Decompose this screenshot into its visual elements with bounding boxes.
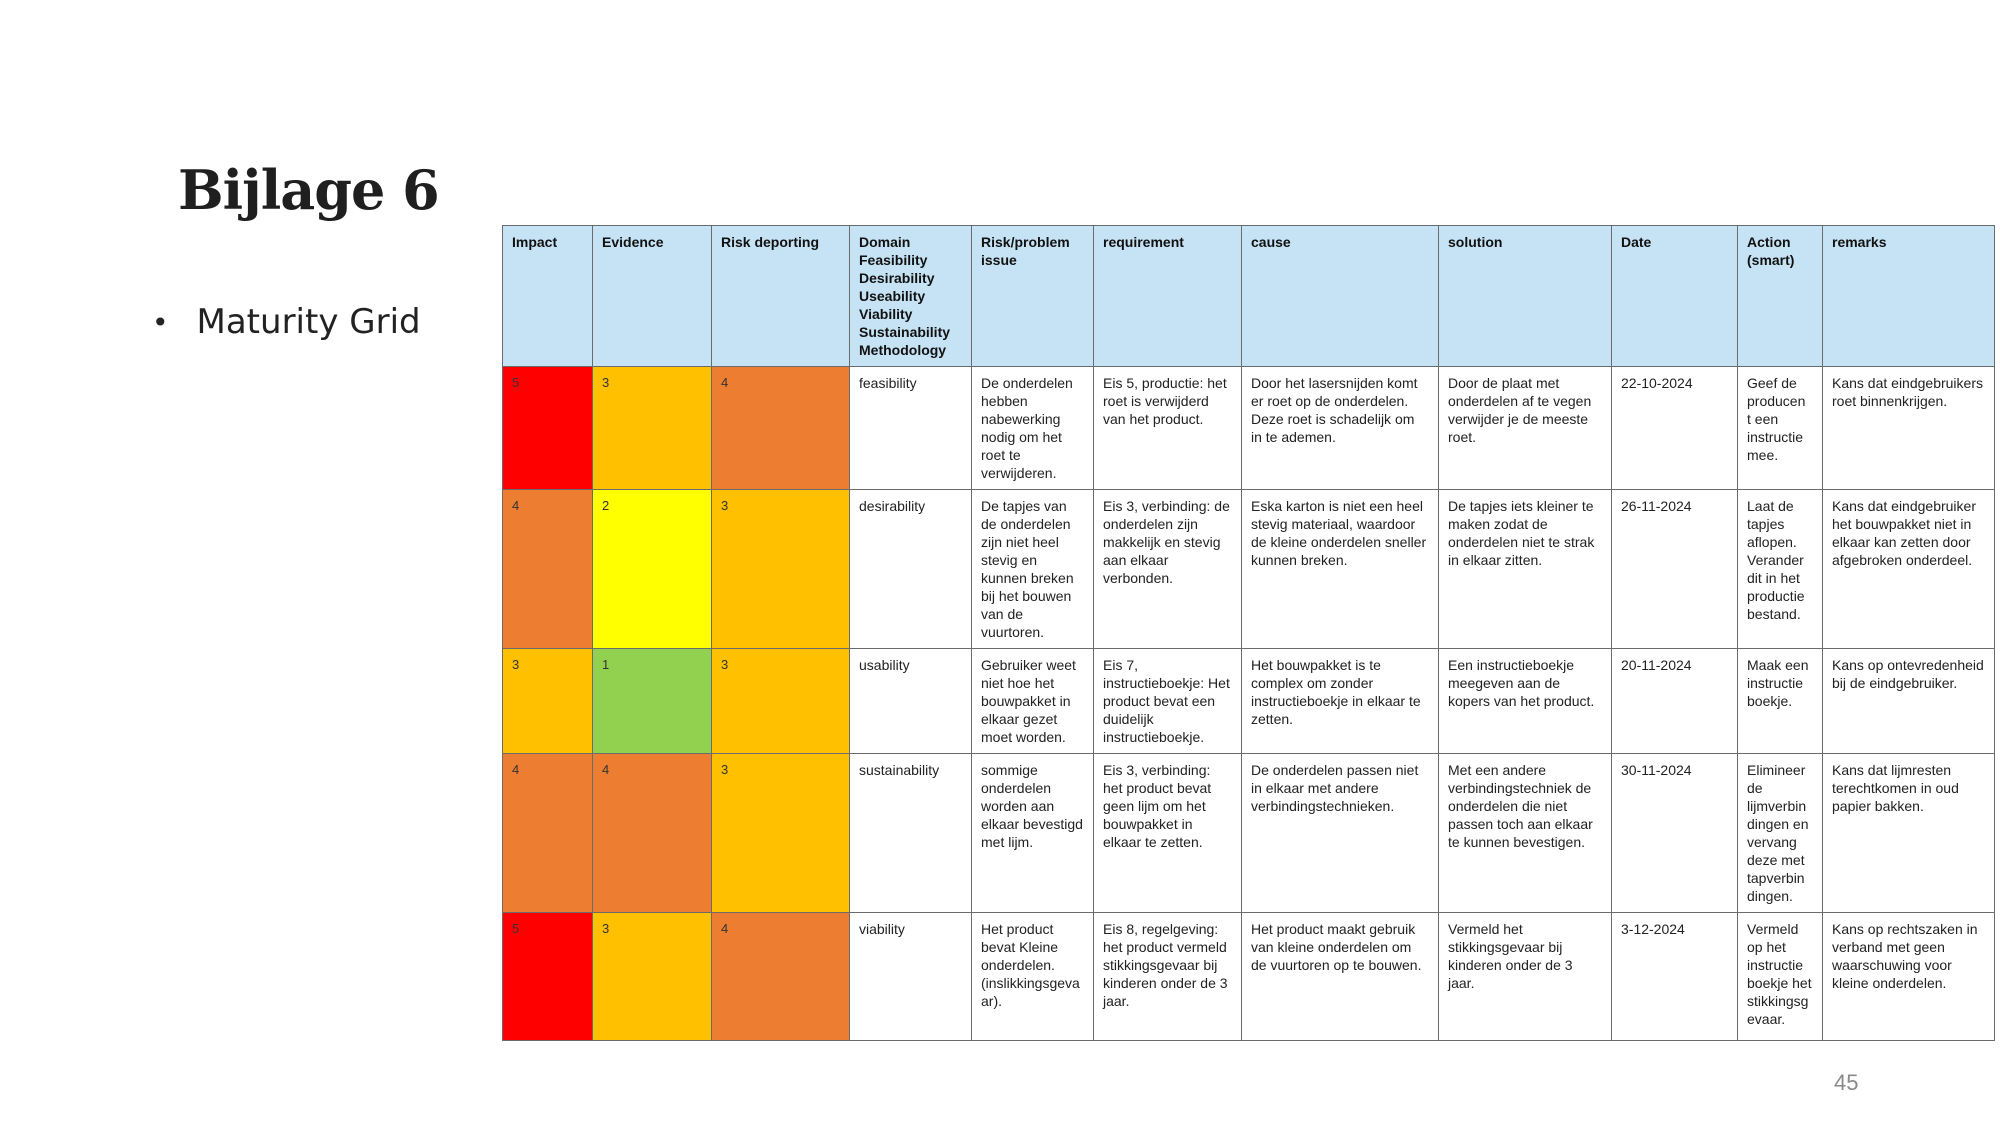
solution-cell: Vermeld het stikkingsgevaar bij kinderen onder de 3 jaar. bbox=[1439, 913, 1612, 1041]
action-cell: Laat de tapjes aflopen. Verander dit in het productie bestand. bbox=[1738, 490, 1823, 649]
requirement-cell: Eis 3, verbinding: de onderdelen zijn makkelijk en stevig aan elkaar verbonden. bbox=[1094, 490, 1242, 649]
maturity-grid-table bbox=[502, 225, 1995, 1041]
bullet-text: Maturity Grid bbox=[196, 302, 421, 342]
risk-cell: 3 bbox=[712, 754, 850, 913]
bullet-item bbox=[152, 302, 421, 342]
evidence-cell: 3 bbox=[593, 913, 712, 1041]
risk-cell: 3 bbox=[712, 490, 850, 649]
table-row bbox=[503, 649, 1995, 754]
domain-cell: usability bbox=[850, 649, 972, 754]
date-cell: 20-11-2024 bbox=[1612, 649, 1738, 754]
header-impact: Impact bbox=[503, 226, 593, 367]
table-row bbox=[503, 490, 1995, 649]
slide-title: Bijlage 6 bbox=[178, 158, 439, 222]
header-cause: cause bbox=[1242, 226, 1439, 367]
header-action: Action (smart) bbox=[1738, 226, 1823, 367]
impact-cell: 5 bbox=[503, 913, 593, 1041]
impact-cell: 5 bbox=[503, 367, 593, 490]
table-row bbox=[503, 754, 1995, 913]
cause-cell: Eska karton is niet een heel stevig materiaal, waardoor de kleine onderdelen sneller kunnen breken. bbox=[1242, 490, 1439, 649]
impact-cell: 4 bbox=[503, 490, 593, 649]
header-date: Date bbox=[1612, 226, 1738, 367]
action-cell: Elimineer de lijmverbin dingen en vervang deze met tapverbin dingen. bbox=[1738, 754, 1823, 913]
domain-cell: desirability bbox=[850, 490, 972, 649]
remarks-cell: Kans dat eindgebruiker het bouwpakket niet in elkaar kan zetten door afgebroken onderdeel. bbox=[1823, 490, 1995, 649]
requirement-cell: Eis 8, regelgeving: het product vermeld stikkingsgevaar bij kinderen onder de 3 jaar. bbox=[1094, 913, 1242, 1041]
remarks-cell: Kans op rechtszaken in verband met geen waarschuwing voor kleine onderdelen. bbox=[1823, 913, 1995, 1041]
remarks-cell: Kans op ontevredenheid bij de eindgebruiker. bbox=[1823, 649, 1995, 754]
issue-cell: sommige onderdelen worden aan elkaar bevestigd met lijm. bbox=[972, 754, 1094, 913]
risk-cell: 4 bbox=[712, 367, 850, 490]
risk-cell: 4 bbox=[712, 913, 850, 1041]
issue-cell: Gebruiker weet niet hoe het bouwpakket in elkaar gezet moet worden. bbox=[972, 649, 1094, 754]
evidence-cell: 4 bbox=[593, 754, 712, 913]
remarks-cell: Kans dat eindgebruikers roet binnenkrijgen. bbox=[1823, 367, 1995, 490]
bullet-dot-icon: • bbox=[152, 305, 169, 339]
header-risk-deporting: Risk deporting bbox=[712, 226, 850, 367]
issue-cell: De onderdelen hebben nabewerking nodig om het roet te verwijderen. bbox=[972, 367, 1094, 490]
table-row bbox=[503, 367, 1995, 490]
domain-cell: viability bbox=[850, 913, 972, 1041]
action-cell: Vermeld op het instructie boekje het stikkingsg evaar. bbox=[1738, 913, 1823, 1041]
domain-cell: sustainability bbox=[850, 754, 972, 913]
remarks-cell: Kans dat lijmresten terechtkomen in oud papier bakken. bbox=[1823, 754, 1995, 913]
bullet-list bbox=[152, 302, 421, 342]
action-cell: Geef de producen t een instructie mee. bbox=[1738, 367, 1823, 490]
header-requirement: requirement bbox=[1094, 226, 1242, 367]
date-cell: 22-10-2024 bbox=[1612, 367, 1738, 490]
cause-cell: De onderdelen passen niet in elkaar met andere verbindingstechnieken. bbox=[1242, 754, 1439, 913]
header-solution: solution bbox=[1439, 226, 1612, 367]
requirement-cell: Eis 3, verbinding: het product bevat geen lijm om het bouwpakket in elkaar te zetten. bbox=[1094, 754, 1242, 913]
issue-cell: Het product bevat Kleine onderdelen. (inslikkingsgeva ar). bbox=[972, 913, 1094, 1041]
impact-cell: 3 bbox=[503, 649, 593, 754]
header-evidence: Evidence bbox=[593, 226, 712, 367]
evidence-cell: 2 bbox=[593, 490, 712, 649]
date-cell: 30-11-2024 bbox=[1612, 754, 1738, 913]
requirement-cell: Eis 5, productie: het roet is verwijderd van het product. bbox=[1094, 367, 1242, 490]
issue-cell: De tapjes van de onderdelen zijn niet heel stevig en kunnen breken bij het bouwen van de vuurtoren. bbox=[972, 490, 1094, 649]
table-row bbox=[503, 913, 1995, 1041]
evidence-cell: 1 bbox=[593, 649, 712, 754]
header-remarks: remarks bbox=[1823, 226, 1995, 367]
action-cell: Maak een instructie boekje. bbox=[1738, 649, 1823, 754]
header-risk-problem-issue: Risk/problem issue bbox=[972, 226, 1094, 367]
cause-cell: Door het lasersnijden komt er roet op de onderdelen. Deze roet is schadelijk om in te ademen. bbox=[1242, 367, 1439, 490]
cause-cell: Het bouwpakket is te complex om zonder instructieboekje in elkaar te zetten. bbox=[1242, 649, 1439, 754]
requirement-cell: Eis 7, instructieboekje: Het product bevat een duidelijk instructieboekje. bbox=[1094, 649, 1242, 754]
cause-cell: Het product maakt gebruik van kleine onderdelen om de vuurtoren op te bouwen. bbox=[1242, 913, 1439, 1041]
solution-cell: De tapjes iets kleiner te maken zodat de onderdelen niet te strak in elkaar zitten. bbox=[1439, 490, 1612, 649]
page-number: 45 bbox=[1834, 1070, 1859, 1095]
evidence-cell: 3 bbox=[593, 367, 712, 490]
domain-cell: feasibility bbox=[850, 367, 972, 490]
risk-cell: 3 bbox=[712, 649, 850, 754]
header-row bbox=[503, 226, 1995, 367]
header-domain: Domain Feasibility Desirability Useability Viability Sustainability Methodology bbox=[850, 226, 972, 367]
date-cell: 26-11-2024 bbox=[1612, 490, 1738, 649]
solution-cell: Een instructieboekje meegeven aan de kopers van het product. bbox=[1439, 649, 1612, 754]
solution-cell: Met een andere verbindingstechniek de onderdelen die niet passen toch aan elkaar te kunnen bevestigen. bbox=[1439, 754, 1612, 913]
date-cell: 3-12-2024 bbox=[1612, 913, 1738, 1041]
solution-cell: Door de plaat met onderdelen af te vegen verwijder je de meeste roet. bbox=[1439, 367, 1612, 490]
impact-cell: 4 bbox=[503, 754, 593, 913]
